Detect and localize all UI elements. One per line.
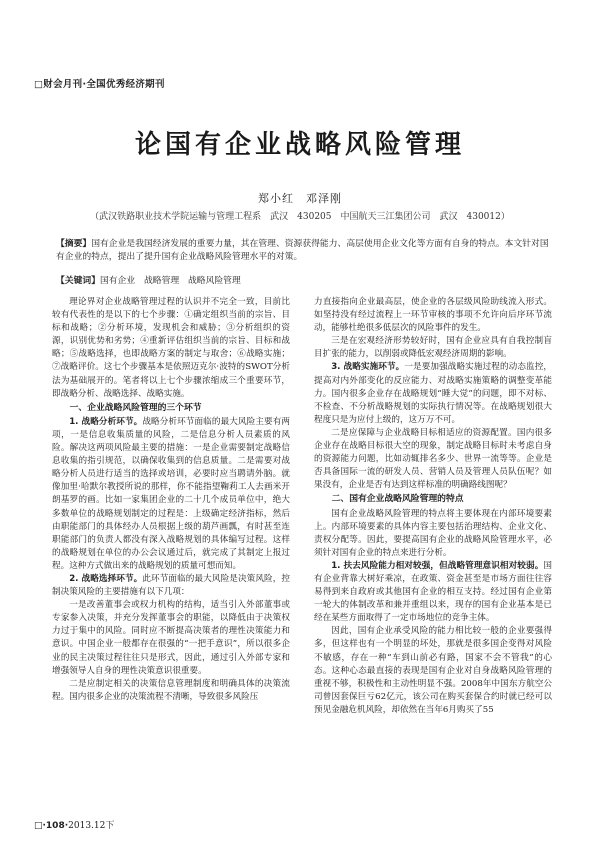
paragraph-text: 国有企业背靠大树好乘凉，在政策、资金甚至是市场方面往往容易得到来自政府或其他国有企业的相互支持。经过国有企业第一轮大的体制改革和兼并重组以来，现存的国有企业基本是已经在某些方面取得了一定市场地位的竞争主体。 <box>314 560 552 624</box>
paragraph-text: 战略分析环节面临的最大风险主要有两项，一是信息收集质量的风险，二是信息分析人员素质的风险。解决这两项风险最主要的措施：一是企业需要制定战略信息收集的指引规范，以确保收集到的信息质量。二是需要对战略分析人员进行适当的选择或培训，必要时应当聘请外脑。就像加里·哈默尔教授所说的那样，你不能指望鞠莉工人去画米开朗基罗的画。比如一家集团企业的二十几个成员单位中，绝大多数单位的战略规划制定的过程是：上级确定经济指标，然后由职能部门的具体经办人员根据上级的葫芦画瓢，有时甚至连职能部门的负责人都没有深入战略规划的具体编写过程。这样的战略规划在单位的办公会议通过后，就完成了其制定上报过程。这种方式做出来的战略规划的质量可想而知。 <box>52 416 290 571</box>
paragraph: 力直接指向企业最高层，使企业的各层级风险助线流入形式。如坚持没有经过流程上一环节审核的事项不允许向后序环节流动，能够杜绝很多低层次的风险事件的发生。 <box>314 297 552 334</box>
journal-header: □财会月刊·全国优秀经济期刊 <box>34 79 165 90</box>
abstract <box>56 238 550 264</box>
keywords <box>56 275 550 288</box>
run-in-heading: 2. 战略选择环节。 <box>69 573 143 584</box>
paragraph: 国有企业战略风险管理的特点将主要体现在内部环境要素上。内部环境要素的具体内容主要包括治理结构、企业文化、责权分配等。因此，要提高国有企业的战略风险管理水平，必须针对国有企业的特点来进行分析。 <box>314 508 552 558</box>
paragraph-text: 一是要加强战略实施过程的动态监控，提高对内外部变化的反应能力、对战略实施策略的调整变革能力。国内很多企业存在战略规划“睡大觉”的问题，即不对标、不检查、不分析战略规划的实际执行情况等。在战略规划很大程度只是为应付上级的，这万万不可。 <box>314 362 552 425</box>
page-footer <box>34 818 114 831</box>
page-number: □·108· <box>34 821 69 831</box>
paragraph <box>52 573 290 599</box>
section-heading: 一、企业战略风险管理的三个环节 <box>69 402 202 413</box>
keywords-label: 【关键词】 <box>56 276 100 286</box>
run-in-heading: 1. 扶去风险能力相对较强，但战略管理意识相对较弱。 <box>331 560 544 571</box>
paragraph-text: 此环节面临的最大风险是决策风险，控制决策风险的主要措施有以下几项： <box>52 573 290 598</box>
affiliation: （武汉铁路职业技术学院运输与管理工程系 武汉 430205 中国航天三江集团公司 武汉 430012） <box>90 212 510 222</box>
paragraph: 因此，国有企业承受风险的能力相比较一般的企业要强得多，但这样也有一个明显的坏处，那就是很多国企变得对风险不敏感，存在一种“车到山前必有路，国家不会不管我”的心态。这种心态最直接的表现是国有企业对自身战略风险管理的重视不够，积极性和主动性明显不强。2008年中国东方航空公司曾因套保巨亏62亿元，该公司在购买套保合约时就已经可以预见金融危机风险，却依然在当年6月购买了55 <box>314 626 552 715</box>
paragraph <box>314 361 552 426</box>
article-title: 论国有企业战略风险管理 <box>134 130 465 160</box>
paragraph: 一是改善董事会或权力机构的结构，适当引入外部董事或专家参入决策，并充分发挥董事会的职能，以降低由于决策权力过于集中的风险。同时应不断提高决策者的理性决策能力和意识。中国企业一般都存在很强的“一把手意识”，所以很多企业的民主决策过程往往只是形式，因此，通过引入外部专家和增强领导人自身的理性决策意识很重要。 <box>52 600 290 676</box>
paragraph: 三是在宏观经济形势较好时，国有企业应具有自我控制盲目扩张的能力，以削弱或降低宏观经济周期的影响。 <box>314 336 552 360</box>
authors: 郑小红 邓泽刚 <box>258 192 342 205</box>
paragraph: 二是应保障与企业战略目标相适应的资源配置。国内很多企业存在战略目标很大空的现象，制定战略目标时未考虑自身的资源能力问题，比如动辄排名多少、世界一流等等。企业是否具备国际一流的研发人员、营销人员及管理人员队伍呢？如果没有，企业是否有达到这样标准的明确路线图呢？ <box>314 427 552 491</box>
paragraph: 理论界对企业战略管理过程的认识并不完全一致，目前比较有代表性的是以下的七个步骤：①确定组织当前的宗旨、目标和战略；②分析环境，发现机会和威胁；③分析组织的资源，识别优势和劣势；④重新评估组织当前的宗旨、目标和战略；⑤战略选择，也即战略方案的制定与取舍；⑥战略实施；⑦战略评价。这七个步骤基本是依照迈克尔·波特的SWOT分析法为基础展开的。笔者将以上七个步骤浓缩成三个重要环节，即战略分析、战略选择、战略实施。 <box>52 297 290 399</box>
abstract-label: 【摘要】 <box>56 239 92 249</box>
paragraph <box>314 560 552 625</box>
right-column <box>314 296 552 810</box>
issue-date: 2013.12下 <box>68 821 115 831</box>
left-column <box>52 296 290 810</box>
abstract-text: 国有企业是我国经济发展的重要力量，其在管理、资源获得能力、高层使用企业文化等方面有自身的特点。本文针对国有企业的特点，提出了提升国有企业战略风险管理水平的对策。 <box>56 239 549 262</box>
run-in-heading: 3. 战略实施环节。 <box>331 362 405 373</box>
section-heading: 二、国有企业战略风险管理的特点 <box>331 494 464 505</box>
run-in-heading: 1. 战略分析环节。 <box>69 416 143 427</box>
paragraph: 二是应制定相关的决策信息管理制度和明确具体的决策流程。国内很多企业的决策流程不清晰，导致很多风险压 <box>52 678 290 702</box>
paragraph <box>52 416 290 573</box>
keywords-text: 国有企业 战略管理 战略风险管理 <box>100 276 241 286</box>
